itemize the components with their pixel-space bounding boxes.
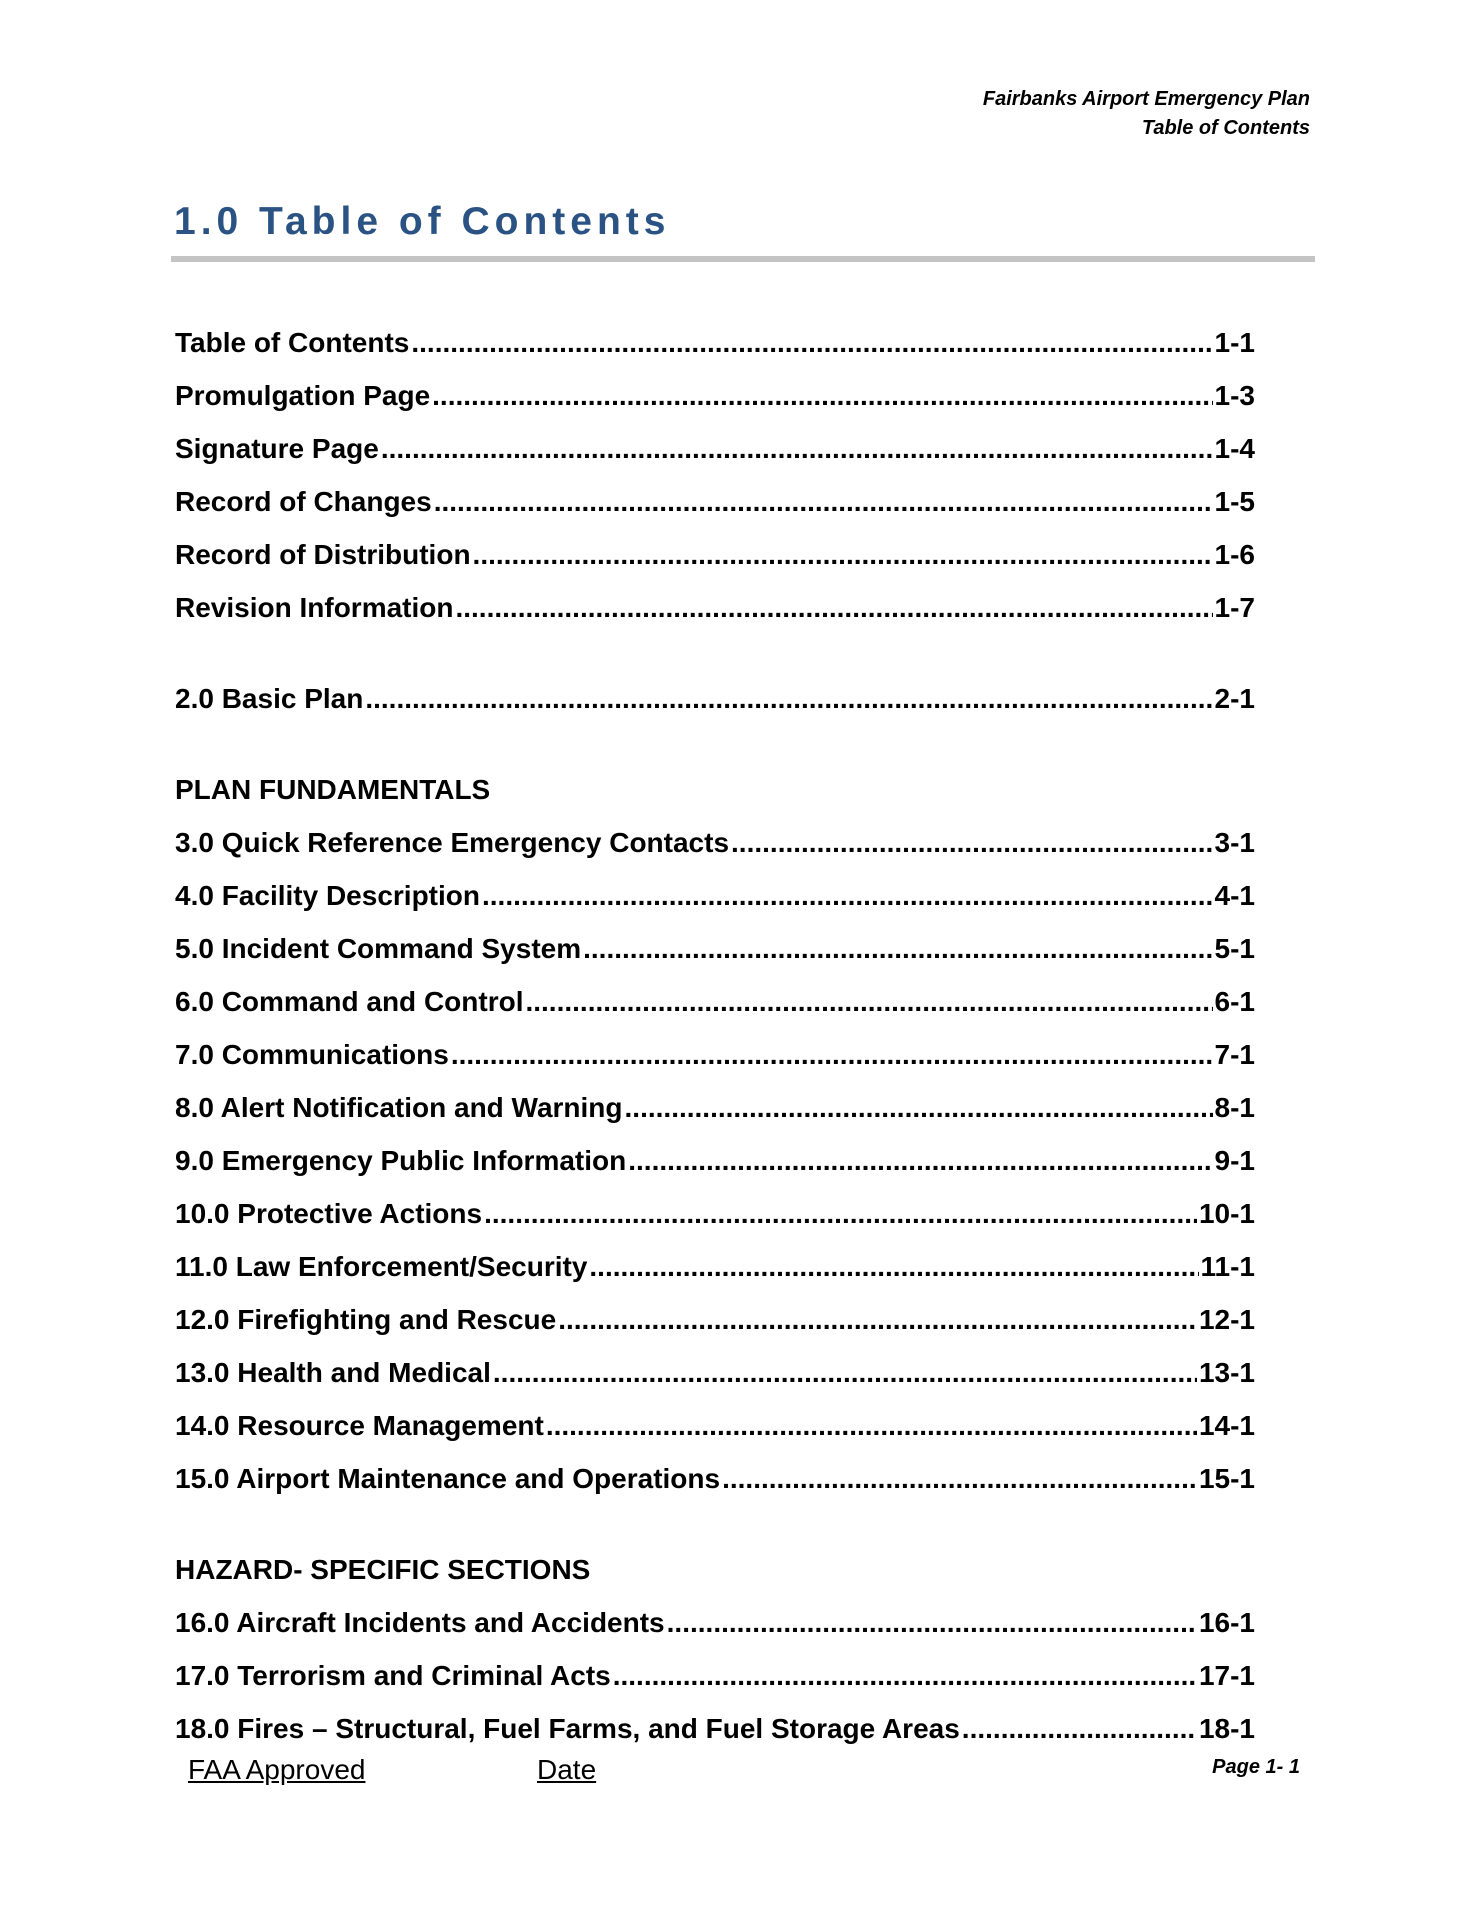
toc-entry-label: 16.0 Aircraft Incidents and Accidents [175, 1607, 665, 1638]
toc-entry-label: 3.0 Quick Reference Emergency Contacts [175, 827, 730, 858]
toc-entry[interactable] [175, 1187, 1255, 1240]
toc-entry-label: 2.0 Basic Plan [175, 683, 364, 714]
toc-entry-page: 14-1 [1198, 1410, 1255, 1441]
toc-dot-leader [434, 475, 1213, 528]
toc-spacer [175, 1505, 1255, 1543]
toc-dot-leader [473, 528, 1213, 581]
toc-entry-page: 15-1 [1198, 1463, 1255, 1494]
toc-entry-label: 8.0 Alert Notification and Warning [175, 1092, 623, 1123]
toc-dot-leader [432, 369, 1212, 422]
toc-entry-label: 6.0 Command and Control [175, 986, 524, 1017]
toc-entry-label: 17.0 Terrorism and Criminal Acts [175, 1660, 611, 1691]
table-of-contents [175, 316, 1255, 1755]
date-signature-line: Date [537, 1754, 597, 1785]
running-header [983, 85, 1310, 143]
toc-entry-page: 9-1 [1214, 1145, 1255, 1176]
toc-entry[interactable] [175, 369, 1255, 422]
toc-entry-page: 7-1 [1214, 1039, 1255, 1070]
toc-dot-leader [583, 922, 1212, 975]
toc-entry[interactable] [175, 1028, 1255, 1081]
toc-entry[interactable] [175, 1346, 1255, 1399]
toc-entry[interactable] [175, 422, 1255, 475]
toc-entry[interactable] [175, 528, 1255, 581]
faa-approved-signature-line: FAA Approved [188, 1754, 366, 1785]
toc-entry-basic-plan[interactable] [175, 672, 1255, 725]
toc-dot-leader [558, 1293, 1197, 1346]
toc-plan-fundamentals [175, 763, 1255, 1505]
toc-entry[interactable] [175, 316, 1255, 369]
toc-entry[interactable] [175, 581, 1255, 634]
toc-dot-leader [455, 581, 1212, 634]
section-heading-plan-fundamentals: PLAN FUNDAMENTALS [175, 774, 491, 805]
toc-dot-leader [546, 1399, 1197, 1452]
toc-entry-page: 4-1 [1214, 880, 1255, 911]
toc-entry-label: Promulgation Page [175, 380, 431, 411]
toc-entry-label: Record of Changes [175, 486, 432, 517]
toc-dot-leader [525, 975, 1212, 1028]
toc-dot-leader [451, 1028, 1213, 1081]
toc-entry-page: 2-1 [1214, 683, 1255, 714]
page-number: Page 1- 1 [1212, 1756, 1300, 1778]
toc-entry-label: Revision Information [175, 592, 454, 623]
toc-entry-page: 17-1 [1198, 1660, 1255, 1691]
toc-entry-label: Table of Contents [175, 327, 410, 358]
toc-dot-leader [493, 1346, 1197, 1399]
toc-entry[interactable] [175, 869, 1255, 922]
toc-entry-page: 10-1 [1198, 1198, 1255, 1229]
toc-entry[interactable] [175, 475, 1255, 528]
toc-entry[interactable] [175, 1596, 1255, 1649]
toc-entry[interactable] [175, 1240, 1255, 1293]
toc-entry[interactable] [175, 1081, 1255, 1134]
toc-entry-label: 11.0 Law Enforcement/Security [175, 1251, 588, 1282]
toc-front-matter [175, 316, 1255, 634]
toc-entry-label: Record of Distribution [175, 539, 471, 570]
toc-dot-leader [589, 1240, 1198, 1293]
toc-entry-page: 11-1 [1200, 1251, 1255, 1282]
toc-dot-leader [482, 869, 1213, 922]
toc-entry[interactable] [175, 1293, 1255, 1346]
section-heading-hazard-specific: HAZARD- SPECIFIC SECTIONS [175, 1554, 591, 1585]
toc-entry-label: 5.0 Incident Command System [175, 933, 582, 964]
toc-entry-label: Signature Page [175, 433, 379, 464]
toc-entry-page: 1-3 [1214, 380, 1255, 411]
toc-dot-leader [625, 1081, 1213, 1134]
toc-entry-page: 18-1 [1198, 1713, 1255, 1744]
header-section-title: Table of Contents [1141, 117, 1310, 139]
title-divider [171, 256, 1315, 262]
toc-entry-page: 1-7 [1214, 592, 1255, 623]
toc-entry-label: 15.0 Airport Maintenance and Operations [175, 1463, 721, 1494]
toc-entry-page: 1-1 [1214, 327, 1255, 358]
toc-entry-label: 12.0 Firefighting and Rescue [175, 1304, 557, 1335]
toc-entry-page: 6-1 [1214, 986, 1255, 1017]
toc-dot-leader [365, 672, 1212, 725]
toc-entry-label: 4.0 Facility Description [175, 880, 480, 911]
toc-entry-label: 14.0 Resource Management [175, 1410, 544, 1441]
toc-entry-label: 18.0 Fires – Structural, Fuel Farms, and Fuel Storage Areas [175, 1713, 960, 1744]
toc-spacer [175, 725, 1255, 763]
toc-entry-page: 8-1 [1214, 1092, 1255, 1123]
toc-entry[interactable] [175, 1134, 1255, 1187]
toc-spacer [175, 634, 1255, 672]
header-document-title: Fairbanks Airport Emergency Plan [982, 88, 1310, 110]
toc-entry-page: 5-1 [1214, 933, 1255, 964]
toc-entry[interactable] [175, 1452, 1255, 1505]
toc-dot-leader [722, 1452, 1197, 1505]
toc-entry[interactable] [175, 975, 1255, 1028]
toc-dot-leader [484, 1187, 1197, 1240]
toc-entry[interactable] [175, 816, 1255, 869]
toc-entry[interactable] [175, 1702, 1255, 1755]
toc-dot-leader [667, 1596, 1197, 1649]
toc-entry-label: 10.0 Protective Actions [175, 1198, 483, 1229]
toc-entry-page: 3-1 [1214, 827, 1255, 858]
toc-hazard-specific [175, 1543, 1255, 1755]
toc-entry-label: 7.0 Communications [175, 1039, 449, 1070]
toc-entry-label: 9.0 Emergency Public Information [175, 1145, 627, 1176]
toc-entry-page: 13-1 [1198, 1357, 1255, 1388]
toc-entry-page: 1-6 [1214, 539, 1255, 570]
toc-entry[interactable] [175, 1649, 1255, 1702]
page-title: 1.0 Table of Contents [174, 200, 671, 243]
toc-entry-page: 12-1 [1198, 1304, 1255, 1335]
toc-entry-page: 16-1 [1198, 1607, 1255, 1638]
toc-entry-page: 1-4 [1214, 433, 1255, 464]
toc-entry[interactable] [175, 922, 1255, 975]
toc-dot-leader [962, 1702, 1197, 1755]
toc-dot-leader [628, 1134, 1212, 1187]
toc-entry-page: 1-5 [1214, 486, 1255, 517]
toc-dot-leader [411, 316, 1212, 369]
toc-dot-leader [731, 816, 1213, 869]
toc-entry-label: 13.0 Health and Medical [175, 1357, 491, 1388]
toc-dot-leader [613, 1649, 1197, 1702]
toc-entry[interactable] [175, 1399, 1255, 1452]
toc-dot-leader [381, 422, 1213, 475]
